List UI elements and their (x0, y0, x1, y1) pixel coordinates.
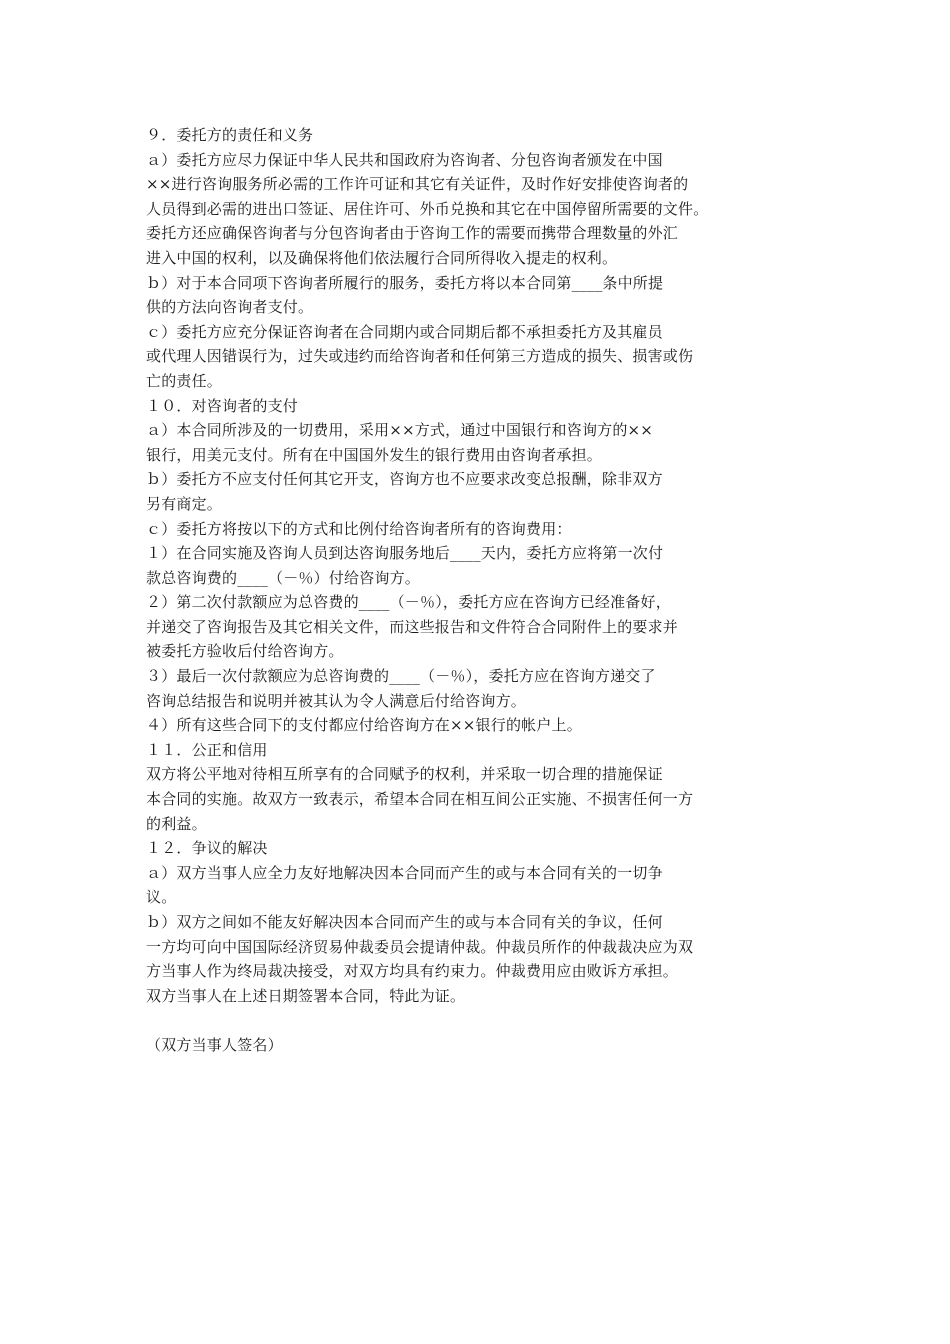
section-heading: １２．争议的解决 (146, 839, 268, 858)
clause-line: ｃ）委托方将按以下的方式和比例付给咨询者所有的咨询费用： (146, 519, 572, 538)
clause-line: ｃ）委托方应充分保证咨询者在合同期内或合同期后都不承担委托方及其雇员 (146, 322, 663, 341)
clause-line: 供的方法向咨询者支付。 (146, 298, 314, 317)
clause-line: 银行，用美元支付。所有在中国国外发生的银行费用由咨询者承担。 (146, 445, 603, 464)
clause-line: ａ）双方当事人应全力友好地解决因本合同而产生的或与本合同有关的一切争 (146, 863, 663, 882)
clause-line: 另有商定。 (146, 494, 223, 513)
clause-line: 咨询总结报告和说明并被其认为令人满意后付给咨询方。 (146, 691, 527, 710)
section-heading: １０．对咨询者的支付 (146, 396, 299, 415)
clause-line: 的利益。 (146, 814, 207, 833)
clause-line: ４）所有这些合同下的支付都应付给咨询方在××银行的帐户上。 (146, 716, 582, 735)
clause-line: 双方将公平地对待相互所享有的合同赋予的权利，并采取一切合理的措施保证 (146, 765, 663, 784)
clause-line: ｂ）双方之间如不能友好解决因本合同而产生的或与本合同有关的争议，任何 (146, 913, 663, 931)
clause-line: 亡的责任。 (146, 371, 223, 390)
clause-line: 款总咨询费的____（－％）付给咨询方。 (146, 568, 421, 587)
clause-line: 议。 (146, 888, 177, 907)
clause-line: ２）第二次付款额应为总咨费的____（－％），委托方应在咨询方已经准备好， (146, 593, 671, 612)
clause-line: 并递交了咨询报告及其它相关文件，而这些报告和文件符合合同附件上的要求并 (146, 617, 679, 636)
clause-line: 进入中国的权利，以及确保将他们依法履行合同所得收入提走的权利。 (146, 248, 618, 267)
contract-text (146, 123, 786, 1058)
blank-line (146, 1008, 786, 1033)
clause-line: ××进行咨询服务所必需的工作许可证和其它有关证件，及时作好安排使咨询者的 (146, 175, 689, 194)
clause-line: 或代理人因错误行为，过失或违约而给咨询者和任何第三方造成的损失、损害或伤 (146, 347, 694, 366)
clause-line: 本合同的实施。故双方一致表示，希望本合同在相互间公正实施、不损害任何一方 (146, 790, 694, 809)
clause-line: ３）最后一次付款额应为总咨询费的____（－％），委托方应在咨询方递交了 (146, 667, 656, 686)
clause-line: ｂ）对于本合同项下咨询者所履行的服务，委托方将以本合同第____条中所提 (146, 273, 664, 292)
section-heading: １１．公正和信用 (146, 740, 268, 759)
section-heading: ９．委托方的责任和义务 (146, 126, 314, 144)
clause-line: 双方当事人在上述日期签署本合同，特此为证。 (146, 986, 466, 1005)
clause-line: 一方均可向中国国际经济贸易仲裁委员会提请仲裁。仲裁员所作的仲裁裁决应为双 (146, 937, 694, 956)
clause-line: １）在合同实施及咨询人员到达咨询服务地后____天内，委托方应将第一次付 (146, 544, 664, 563)
clause-line: 方当事人作为终局裁决接受，对双方均具有约束力。仲裁费用应由败诉方承担。 (146, 962, 679, 981)
clause-line: 委托方还应确保咨询者与分包咨询者由于咨询工作的需要而携带合理数量的外汇 (146, 224, 679, 243)
signature-note: （双方当事人签名） (146, 1035, 283, 1054)
clause-line: ａ）本合同所涉及的一切费用，采用××方式，通过中国银行和咨询方的×× (146, 421, 654, 440)
clause-line: 人员得到必需的进出口签证、居住许可、外币兑换和其它在中国停留所需要的文件。 (146, 199, 709, 218)
clause-line: ａ）委托方应尽力保证中华人民共和国政府为咨询者、分包咨询者颁发在中国 (146, 150, 663, 169)
clause-line: ｂ）委托方不应支付任何其它开支，咨询方也不应要求改变总报酬，除非双方 (146, 470, 663, 489)
clause-line: 被委托方验收后付给咨询方。 (146, 642, 344, 661)
